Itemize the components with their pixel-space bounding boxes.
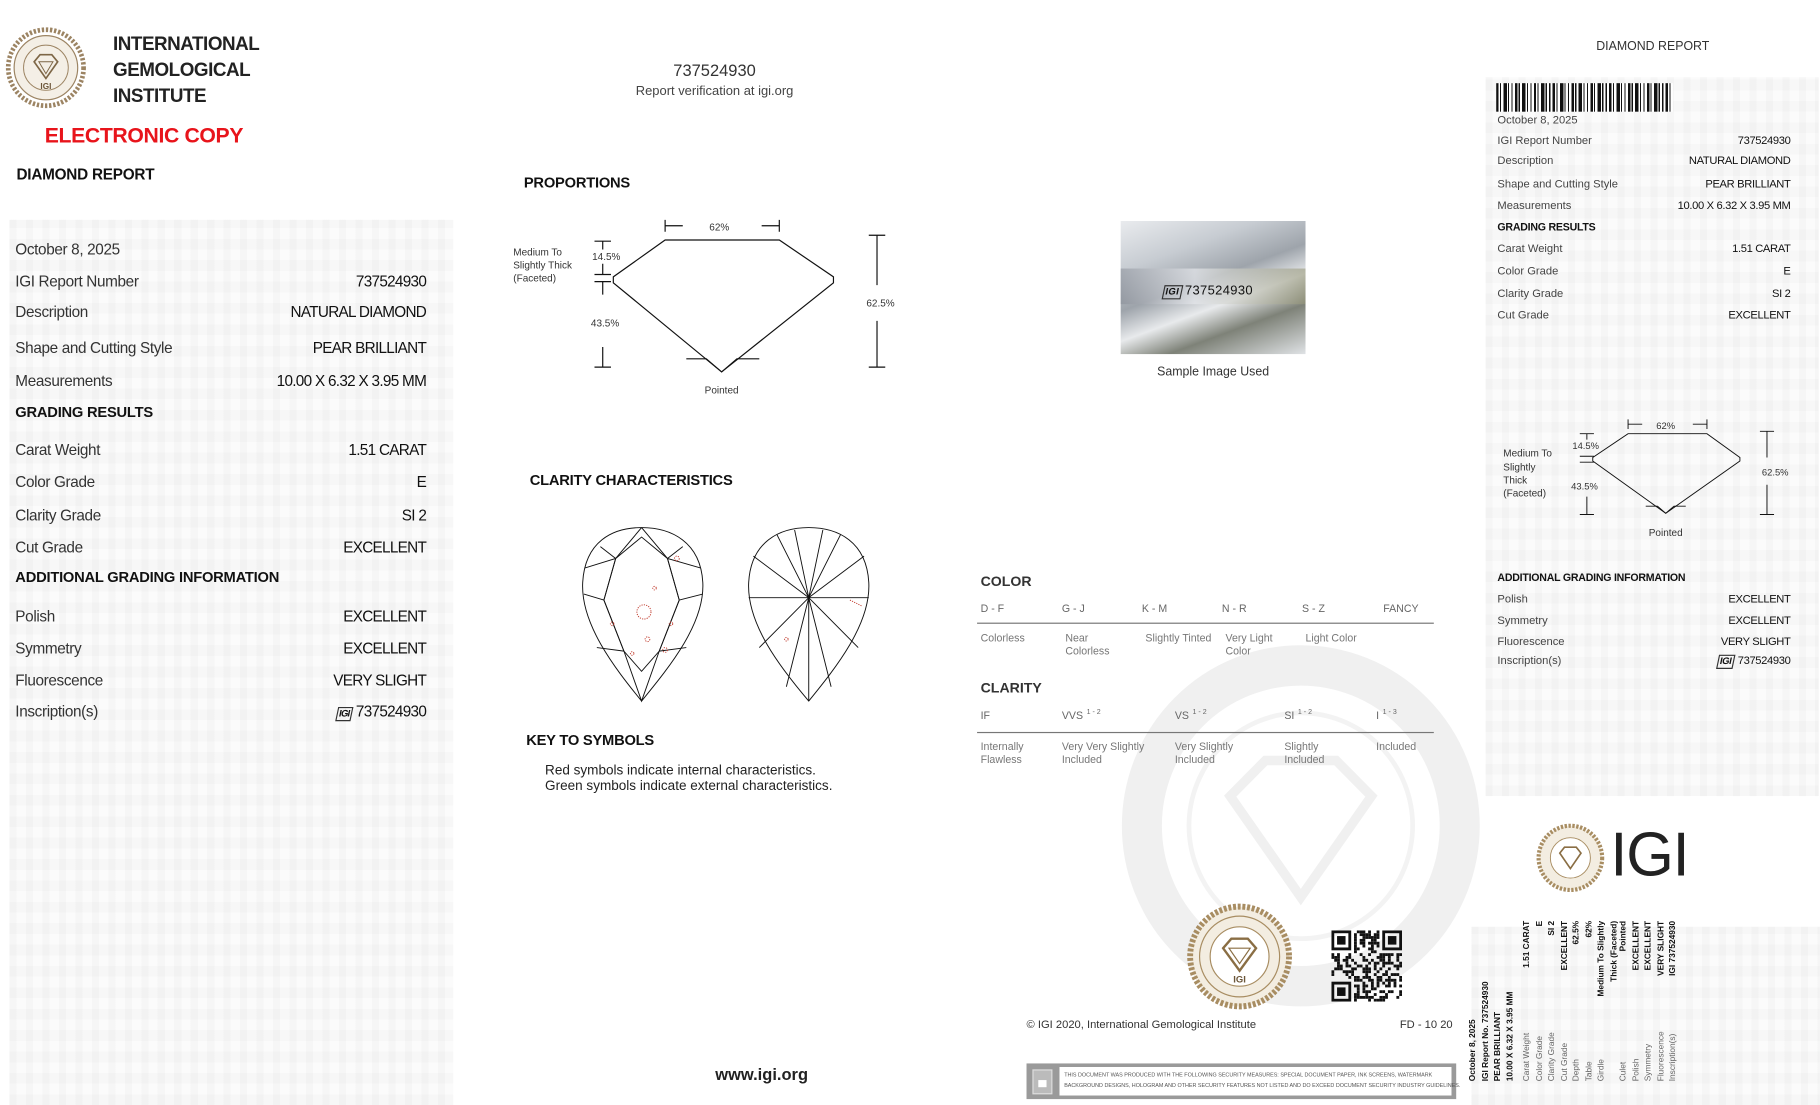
stub-row — [1656, 921, 1668, 1081]
stub-line — [1505, 921, 1517, 1081]
color-desc-2: Slightly Tinted — [1145, 632, 1212, 645]
copyright: © IGI 2020, International Gemological Institute — [1026, 1018, 1257, 1032]
value-text: 10.00 X 6.32 X 3.95 MM — [276, 372, 427, 390]
value-text: PEAR BRILLIANT — [312, 338, 427, 357]
clarity-scale-title: CLARITY — [980, 679, 1042, 697]
mini-crown-percent: 14.5% — [1572, 441, 1600, 453]
value-color-grade — [120, 473, 426, 491]
sample-inscription-text: 737524930 — [1184, 283, 1253, 299]
key-to-symbols-title: KEY TO SYMBOLS — [526, 731, 655, 749]
stub-text: 10.00 X 6.32 X 3.95 MM — [1506, 991, 1515, 1082]
stub-row — [1643, 921, 1655, 1081]
color-grade-1: G - J — [1061, 602, 1085, 615]
grading-results-title: GRADING RESULTS — [15, 404, 153, 421]
qr-code[interactable] — [1331, 930, 1402, 1001]
stub-row — [1631, 921, 1643, 1081]
stub-label: Symmetry — [1644, 1043, 1653, 1082]
stub-value: IGI 737524930 — [1669, 920, 1678, 976]
report-number: 737524930 — [673, 60, 756, 80]
sample-inscription-image — [1121, 221, 1306, 354]
igi-logo-seal — [1536, 823, 1604, 892]
stub-value: E — [1535, 920, 1544, 927]
igi-inscription-icon: IGI — [336, 707, 354, 721]
clarity-desc-2: Very Slightly Included — [1174, 740, 1234, 766]
value-text: 737524930 — [355, 702, 427, 721]
value-text: SI 2 — [401, 506, 427, 525]
color-desc-3: Very Light Color — [1225, 632, 1273, 658]
key-line-internal: Red symbols indicate internal characteristics. — [545, 764, 816, 779]
value-clarity-grade — [120, 506, 426, 524]
grade-text: IF — [980, 709, 991, 722]
stub-label: Inscription(s) — [1669, 1033, 1678, 1082]
value-text: EXCELLENT — [1728, 593, 1791, 607]
clarity-grade-2 — [1175, 709, 1207, 721]
label-color-grade: Color Grade — [15, 473, 95, 491]
label-polish: Polish — [15, 607, 55, 626]
value-description — [1484, 155, 1790, 168]
stub-row — [1596, 921, 1618, 1081]
stub-label: Cut Grade — [1560, 1042, 1569, 1082]
pavilion-inclusion-marks — [785, 600, 862, 641]
value-text: EXCELLENT — [1728, 309, 1791, 323]
girdle-line-1: Medium To — [513, 247, 562, 259]
girdle-line-2: Slightly Thick — [513, 260, 572, 272]
svg-text:IGI: IGI — [40, 82, 52, 92]
value-symmetry — [120, 639, 426, 657]
value-text: EXCELLENT — [343, 639, 427, 658]
label-carat-weight: Carat Weight — [1497, 242, 1563, 256]
label-description: Description — [15, 303, 88, 322]
stub-row — [1668, 921, 1680, 1081]
value-measurements — [120, 372, 426, 390]
stub-row — [1522, 921, 1534, 1081]
clarity-desc-4: Included — [1376, 740, 1417, 753]
key-line-external: Green symbols indicate external characteristics. — [545, 779, 833, 794]
clarity-grade-3 — [1284, 709, 1312, 721]
grading-results-title: GRADING RESULTS — [1497, 221, 1596, 234]
stub-line — [1493, 921, 1505, 1081]
label-polish: Polish — [1497, 593, 1528, 607]
table-percent: 62% — [709, 222, 730, 234]
seal-watermark — [1118, 618, 1483, 1010]
value-text: 10.00 X 6.32 X 3.95 MM — [1677, 199, 1791, 214]
label-measurements: Measurements — [1497, 199, 1572, 214]
clarity-characteristics-title: CLARITY CHARACTERISTICS — [529, 471, 733, 489]
value-text: 1.51 CARAT — [348, 441, 427, 459]
stub-value: Medium To Slightly Thick (Faceted) — [1597, 920, 1619, 997]
grade-range: 1 - 2 — [1086, 709, 1101, 717]
clarity-scale-divider — [977, 732, 1434, 733]
stub-value: SI 2 — [1548, 920, 1557, 936]
clarity-grade-0 — [981, 709, 994, 721]
security-notice — [1027, 1063, 1461, 1099]
value-text: 1.51 CARAT — [1732, 242, 1791, 256]
org-name-line-1: INTERNATIONAL — [113, 34, 260, 55]
value-text: 737524930 — [355, 272, 427, 291]
color-scale-title: COLOR — [980, 572, 1032, 590]
pavilion-percent: 43.5% — [590, 318, 620, 330]
stub-row — [1534, 921, 1546, 1081]
label-color-grade: Color Grade — [1497, 265, 1559, 279]
label-shape-and-cutting-style: Shape and Cutting Style — [1497, 178, 1619, 192]
label-cut-grade: Cut Grade — [1497, 309, 1549, 323]
color-desc-1: Near Colorless — [1065, 632, 1110, 658]
stub-value: EXCELLENT — [1644, 920, 1653, 971]
mini-girdle-line-2: Slightly — [1503, 462, 1536, 474]
report-title: DIAMOND REPORT — [16, 165, 155, 183]
value-igi-report-number — [120, 272, 426, 290]
stub-value: 62.5% — [1572, 920, 1581, 945]
proportions-diagram — [594, 220, 885, 372]
stub-label: Table — [1585, 1061, 1594, 1082]
stub-value: 1.51 CARAT — [1523, 920, 1532, 968]
value-shape-and-cutting-style — [120, 339, 426, 357]
pear-crown-plot — [583, 528, 703, 701]
value-fluorescence — [1484, 636, 1790, 649]
igi-inscription-icon: IGI — [1162, 285, 1183, 299]
label-igi-report-number: IGI Report Number — [1497, 134, 1592, 148]
stub-label: Culet — [1619, 1061, 1629, 1082]
value-inscription-s — [120, 702, 426, 721]
barcode — [1496, 83, 1673, 112]
pear-pavilion-plot — [749, 528, 869, 701]
form-code: FD - 10 20 — [1399, 1018, 1453, 1032]
value-text: VERY SLIGHT — [333, 671, 427, 690]
stub-line — [1468, 921, 1480, 1081]
value-fluorescence — [120, 672, 426, 690]
sample-image-caption: Sample Image Used — [1157, 364, 1270, 380]
value-cut-grade — [120, 538, 426, 556]
stub-line — [1480, 921, 1492, 1081]
report-stub — [1468, 921, 1709, 1081]
stub-label: Polish — [1632, 1058, 1641, 1082]
mini-depth-percent: 62.5% — [1761, 467, 1789, 479]
color-grade-0: D - F — [980, 602, 1005, 615]
mini-culet-label: Pointed — [1648, 527, 1683, 539]
depth-percent: 62.5% — [866, 298, 895, 310]
verification-link[interactable]: Report verification at igi.org — [635, 84, 794, 99]
label-description: Description — [1497, 154, 1554, 168]
mini-table-percent: 62% — [1656, 420, 1676, 432]
value-text: E — [1783, 265, 1791, 279]
stub-value: 62% — [1585, 920, 1594, 938]
label-clarity-grade: Clarity Grade — [1497, 287, 1564, 301]
clarity-desc-1: Very Very Slightly Included — [1061, 740, 1145, 766]
mini-girdle-line-4: (Faceted) — [1503, 488, 1547, 500]
igi-seal-logo — [5, 26, 87, 109]
label-carat-weight: Carat Weight — [15, 441, 101, 459]
stub-row — [1584, 921, 1596, 1081]
value-description — [120, 303, 426, 321]
value-text: VERY SLIGHT — [1720, 636, 1791, 650]
value-text: E — [416, 473, 427, 491]
color-desc-4: Light Color — [1305, 632, 1357, 645]
grade-range: 1 - 3 — [1382, 709, 1397, 717]
report-date: October 8, 2025 — [1497, 114, 1578, 128]
culet-label: Pointed — [704, 385, 739, 397]
value-inscription-s — [1484, 655, 1790, 669]
clarity-desc-0: Internally Flawless — [980, 740, 1024, 766]
stub-row — [1547, 921, 1559, 1081]
stub-text: PEAR BRILLIANT — [1493, 1011, 1503, 1082]
label-symmetry: Symmetry — [15, 639, 82, 658]
additional-info-title: ADDITIONAL GRADING INFORMATION — [15, 569, 280, 587]
value-measurements — [1484, 200, 1790, 213]
color-grade-4: S - Z — [1301, 602, 1325, 615]
value-symmetry — [1484, 615, 1790, 628]
security-line-2: BACKGROUND DESIGNS, HOLOGRAM AND OTHER SECURITY FEATURES NOT LISTED AND DO EXCEED DOCUMENT SECURITY INDUSTRY GUIDELINES. — [1064, 1082, 1461, 1089]
value-carat-weight — [1484, 243, 1790, 256]
org-name-line-2: GEMOLOGICAL — [113, 60, 251, 81]
stub-row — [1559, 921, 1571, 1081]
grade-range: 1 - 2 — [1297, 709, 1313, 717]
security-line-1: THIS DOCUMENT WAS PRODUCED WITH THE FOLLOWING SECURITY MEASURES: SPECIAL DOCUMENT PAPER, INK SCREENS, WATERMARK — [1064, 1071, 1433, 1078]
stub-value: EXCELLENT — [1560, 920, 1569, 971]
grade-text: VVS — [1061, 709, 1084, 722]
stub-value: Pointed — [1619, 920, 1629, 952]
proportions-title: PROPORTIONS — [523, 174, 631, 192]
stub-value: EXCELLENT — [1632, 920, 1641, 971]
right-report-title: DIAMOND REPORT — [1596, 39, 1710, 54]
label-clarity-grade: Clarity Grade — [15, 506, 101, 525]
value-text: EXCELLENT — [343, 538, 427, 557]
grade-text: SI — [1284, 709, 1295, 722]
stub-label: Clarity Grade — [1548, 1032, 1557, 1082]
stub-row — [1619, 921, 1631, 1081]
igi-seal-gold — [1187, 903, 1293, 1010]
label-cut-grade: Cut Grade — [15, 538, 83, 557]
color-grade-2: K - M — [1141, 602, 1168, 615]
value-cut-grade — [1484, 309, 1790, 322]
stub-label: Girdle — [1597, 1059, 1606, 1082]
value-text: PEAR BRILLIANT — [1705, 178, 1791, 192]
label-fluorescence: Fluorescence — [1497, 636, 1565, 650]
color-grade-5: FANCY — [1383, 602, 1419, 615]
report-date: October 8, 2025 — [15, 240, 120, 259]
label-fluorescence: Fluorescence — [15, 671, 103, 690]
grade-text: VS — [1174, 709, 1189, 722]
stub-text: October 8, 2025 — [1469, 1019, 1478, 1082]
stub-label: Carat Weight — [1523, 1032, 1532, 1082]
value-text: EXCELLENT — [1728, 614, 1791, 628]
stub-row — [1572, 921, 1584, 1081]
grade-range: 1 - 2 — [1192, 709, 1207, 717]
additional-info-title: ADDITIONAL GRADING INFORMATION — [1497, 571, 1686, 584]
value-text: NATURAL DIAMOND — [1688, 154, 1791, 168]
electronic-copy-label: ELECTRONIC COPY — [44, 123, 244, 148]
label-inscription-s: Inscription(s) — [15, 702, 98, 721]
value-text: NATURAL DIAMOND — [290, 303, 427, 322]
value-text: 737524930 — [1737, 134, 1791, 148]
inclusion-marks — [610, 556, 679, 655]
value-carat-weight — [120, 441, 426, 459]
stub-text: IGI Report No. 737524930 — [1481, 981, 1490, 1082]
clarity-grade-4 — [1376, 709, 1397, 721]
label-shape-and-cutting-style: Shape and Cutting Style — [15, 338, 173, 357]
value-shape-and-cutting-style — [1484, 179, 1790, 192]
clarity-grade-1 — [1062, 709, 1101, 721]
value-text: SI 2 — [1772, 287, 1791, 301]
value-text: EXCELLENT — [343, 607, 427, 626]
value-polish — [1484, 593, 1790, 606]
value-text: 737524930 — [1737, 655, 1791, 669]
color-scale-divider — [977, 623, 1434, 624]
girdle-line-3: (Faceted) — [513, 273, 557, 285]
value-polish — [120, 607, 426, 625]
mini-pavilion-percent: 43.5% — [1571, 481, 1598, 493]
color-grade-3: N - R — [1221, 602, 1247, 615]
mini-girdle-line-1: Medium To — [1503, 448, 1553, 460]
crown-percent: 14.5% — [592, 252, 621, 264]
value-clarity-grade — [1484, 288, 1790, 301]
value-igi-report-number — [1484, 135, 1790, 148]
stub-label: Color Grade — [1535, 1035, 1544, 1082]
igi-inscription-icon: IGI — [1716, 655, 1735, 669]
label-inscription-s: Inscription(s) — [1497, 655, 1562, 669]
grade-text: I — [1376, 709, 1380, 722]
org-name-line-3: INSTITUTE — [113, 86, 207, 107]
stub-value: VERY SLIGHT — [1656, 920, 1666, 976]
color-desc-0: Colorless — [980, 632, 1025, 645]
clarity-desc-3: Slightly Included — [1284, 740, 1325, 766]
mini-girdle-line-3: Thick — [1503, 475, 1528, 487]
stub-label: Depth — [1572, 1059, 1581, 1082]
website-link[interactable]: www.igi.org — [715, 1064, 809, 1084]
label-igi-report-number: IGI Report Number — [15, 272, 139, 291]
igi-logo-text: IGI — [1610, 821, 1689, 890]
label-measurements: Measurements — [15, 372, 113, 390]
svg-text:IGI: IGI — [1233, 974, 1246, 986]
label-symmetry: Symmetry — [1497, 614, 1548, 628]
value-color-grade — [1484, 265, 1790, 278]
stub-label: Fluorescence — [1656, 1031, 1666, 1082]
document-lock-icon — [1032, 1069, 1052, 1094]
